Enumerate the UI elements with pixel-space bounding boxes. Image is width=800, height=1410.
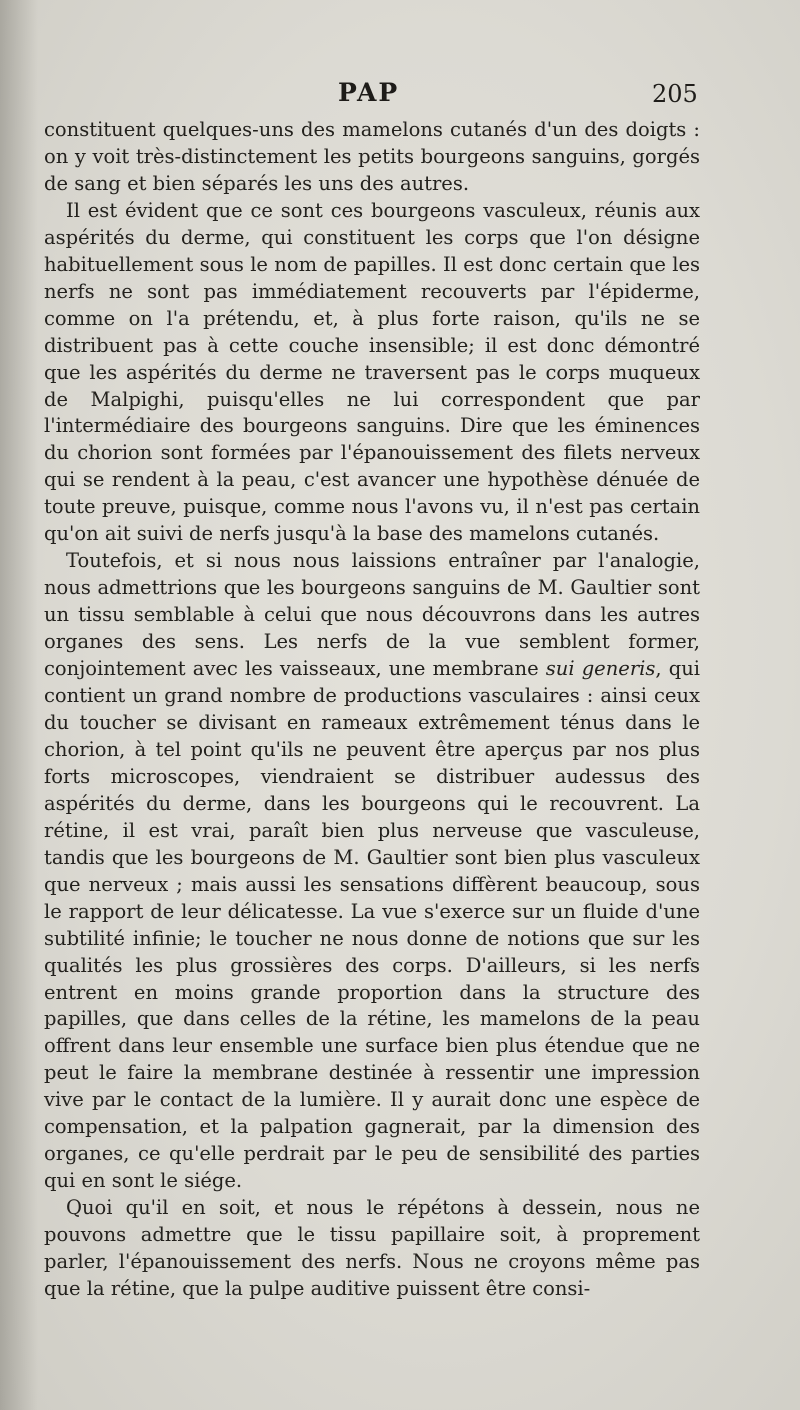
paragraph-4: Quoi qu'il en soit, et nous le répétons à dessein, nous ne pouvons admettre que le tissu papillaire soit, à proprement parler, l'épanouissement des nerfs. Nous ne croyons même pas que la rétine, que la pulpe auditive puissent être consi- <box>44 1196 700 1300</box>
paragraph-3-text-before: Toutefois, et si nous nous laissions entraîner par l'analogie, nous admettrions que les bourgeons sanguins de M. Gaultier sont un tissu semblable à celui que nous découvrons dans les autres organes des sens. Les nerfs de la vue semblent former, conjointement avec les vaisseaux, une membrane <box>44 549 700 681</box>
paragraph-3 <box>44 548 700 1195</box>
body-text <box>44 117 700 1303</box>
page-number: 205 <box>652 80 698 108</box>
page-header <box>0 78 800 114</box>
paragraph-2: Il est évident que ce sont ces bourgeons vasculeux, réunis aux aspérités du derme, qui constituent les corps que l'on désigne habituellement sous le nom de papilles. Il est donc certain que les nerfs ne sont pas immédiatement recouverts par l'épiderme, comme on l'a prétendu, et, à plus forte raison, qu'ils ne se distribuent pas à cette couche insensible; il est donc démontré que les aspérités du derme ne traversent pas le corps muqueux de Malpighi, puisqu'elles ne lui correspondent que par l'intermédiaire des bourgeons sanguins. Dire que les éminences du chorion sont formées par l'épanouissement des filets nerveux qui se rendent à la peau, c'est avancer une hypothèse dénuée de toute preuve, puisque, comme nous l'avons vu, il n'est pas certain qu'on ait suivi de nerfs jusqu'à la base des mamelons cutanés. <box>44 198 700 546</box>
paragraph-3-text-after: , qui contient un grand nombre de productions vasculaires : ainsi ceux du toucher se divisant en rameaux extrêmement ténus dans le chorion, à tel point qu'ils ne peuvent être aperçus par nos plus forts microscopes, viendraient se distribuer audessus des aspérités du derme, dans les bourgeons qui le recouvrent. La rétine, il est vrai, paraît bien plus nerveuse que vasculeuse, tandis que les bourgeons de M. Gaultier sont bien plus vasculeux que nerveux ; mais aussi les sensations diffèrent beaucoup, sous le rapport de leur délicatesse. La vue s'exerce sur un fluide d'une subtilité infinie; le toucher ne nous donne de notions que sur les qualités les plus grossières des corps. D'ailleurs, si les nerfs entrent en moins grande proportion dans la structure des papilles, que dans celles de la rétine, les mamelons de la peau offrent dans leur ensemble une surface bien plus étendue que ne peut le faire la membrane destinée à ressentir une impression vive par le contact de la lumière. Il y aurait donc une espèce de compensation, et la palpation gagnerait, par la dimension des organes, ce qu'elle perdrait par le peu de sensibilité des parties qui en sont le siége. <box>44 657 700 1193</box>
paragraph-1: constituent quelques-uns des mamelons cutanés d'un des doigts : on y voit très-distinctement les petits bourgeons sanguins, gorgés de sang et bien séparés les uns des autres. <box>44 118 700 195</box>
binding-shadow <box>0 0 38 1410</box>
paragraph-3-italic-phrase: sui generis <box>545 657 656 681</box>
running-head: PAP <box>338 78 400 107</box>
